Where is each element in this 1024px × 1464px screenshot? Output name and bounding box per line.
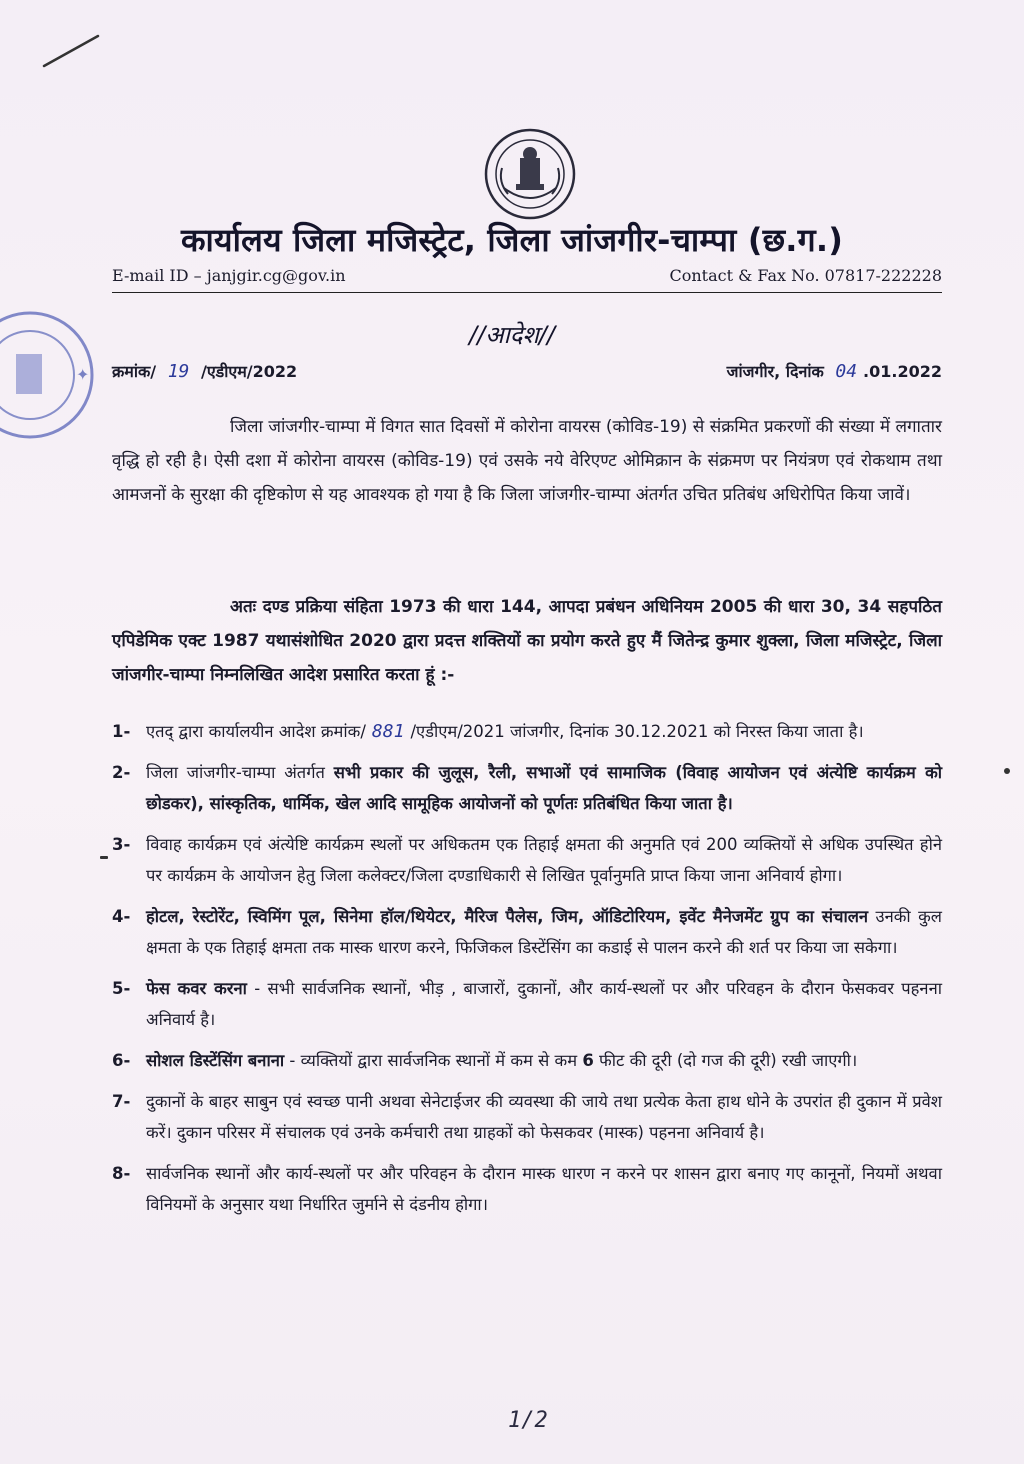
item-text: - व्यक्तियों द्वारा सार्वजनिक स्थानों में कम से कम bbox=[284, 1051, 578, 1070]
scan-speck bbox=[100, 856, 108, 859]
order-item-7 bbox=[112, 1086, 942, 1148]
order-date bbox=[727, 360, 942, 382]
item-text-end: /एडीएम/2021 जांजगीर, दिनांक 30.12.2021 को निरस्त किया जाता है। bbox=[410, 722, 864, 741]
order-number bbox=[112, 360, 297, 382]
email-id: E-mail ID – janjgir.cg@gov.in bbox=[112, 266, 346, 285]
item-text: सार्वजनिक स्थानों और कार्य-स्थलों पर और परिवहन के दौरान मास्क धारण न करने पर शासन द्वारा बनाए गए कानूनों, नियमों अथवा विनियमों के अनुसार यथा निर्धारित जुर्माने से दंडनीय होगा। bbox=[146, 1164, 942, 1214]
contact-fax: Contact & Fax No. 07817-222228 bbox=[669, 266, 942, 285]
order-number-handwritten: 19 bbox=[167, 361, 190, 382]
order-date-suffix: .01.2022 bbox=[863, 362, 942, 381]
header-divider bbox=[112, 292, 942, 293]
item-bold-lead: सोशल डिस्टेंसिंग बनाना bbox=[146, 1051, 285, 1070]
item-number: 2- bbox=[112, 763, 131, 782]
item-bold-number: 6 bbox=[582, 1051, 594, 1070]
order-item-4 bbox=[112, 901, 942, 963]
item-text: एतद् द्वारा कार्यालयीन आदेश क्रमांक/ bbox=[146, 722, 366, 741]
item-text-end: फीट की दूरी (दो गज की दूरी) रखी जाएगी। bbox=[593, 1051, 858, 1070]
item-text: विवाह कार्यक्रम एवं अंत्येष्टि कार्यक्रम स्थलों पर अधिकतम एक तिहाई क्षमता की अनुमति एवं 200 व्यक्तियों से अधिक उपस्थित होने पर कार्यक्रम के आयोजन हेतु जिला कलेक्टर/जिला दण्डाधिकारी से लिखित पूर्वानुमति प्राप्त किया जाना अनिवार्य होगा। bbox=[146, 835, 942, 885]
intro-paragraph: जिला जांजगीर-चाम्पा में विगत सात दिवसों में कोरोना वायरस (कोविड-19) से संक्रमित प्रकरणों की संख्या में लगातार वृद्धि हो रही है। ऐसी दशा में कोरोना वायरस (कोविड-19) एवं उसके नये वेरिएण्ट ओमिक्रान के संक्रमण पर नियंत्रण एवं रोकथाम तथा आमजनों के सुरक्षा की दृष्टिकोण से यह आवश्यक हो गया है कि जिला जांजगीर-चाम्पा अंतर्गत उचित प्रतिबंध अधिरोपित किया जावें। bbox=[112, 417, 942, 505]
item-handwritten-number: 881 bbox=[371, 721, 405, 742]
item-number: 3- bbox=[112, 835, 131, 854]
item-bold-text: सभी प्रकार की जुलूस, रैली, सभाओं एवं सामाजिक (विवाह आयोजन एवं अंत्येष्टि कार्यक्रम को छोडकर), सांस्कृतिक, धार्मिक, खेल आदि सामूहिक आयोजनों को पूर्णतः प्रतिबंधित किया जाता है। bbox=[146, 763, 943, 813]
order-heading: //आदेश// bbox=[469, 321, 555, 349]
order-item-5 bbox=[112, 973, 942, 1035]
item-number: 1- bbox=[112, 722, 131, 741]
order-item-2 bbox=[112, 757, 942, 819]
pen-stroke-mark bbox=[40, 30, 104, 70]
order-number-suffix: /एडीएम/2022 bbox=[200, 362, 298, 381]
order-item-3 bbox=[112, 829, 942, 891]
item-text: - सभी सार्वजनिक स्थानों, भीड़ , बाजारों, दुकानों, और कार्य-स्थलों पर और परिवहन के दौरान फेसकवर पहनना अनिवार्य है। bbox=[146, 979, 942, 1029]
order-item-6 bbox=[112, 1045, 942, 1076]
state-emblem-seal bbox=[484, 128, 576, 220]
order-date-day-handwritten: 04 bbox=[835, 361, 858, 382]
office-title: कार्यालय जिला मजिस्ट्रेट, जिला जांजगीर-चाम्पा (छ.ग.) bbox=[180, 221, 844, 259]
authority-paragraph: अतः दण्ड प्रक्रिया संहिता 1973 की धारा 144, आपदा प्रबंधन अधिनियम 2005 की धारा 30, 34 सहपठित एपिडेमिक एक्ट 1987 यथासंशोधित 2020 द्वारा प्रदत्त शक्तियों का प्रयोग करते हुए मैं जितेन्द्र कुमार शुक्ला, जिला मजिस्ट्रेट, जिला जांजगीर-चाम्पा निम्नलिखित आदेश प्रसारित करता हूं :- bbox=[112, 597, 942, 685]
order-item-1 bbox=[112, 716, 942, 747]
page-number: 1/2 bbox=[508, 1408, 548, 1433]
item-number: 6- bbox=[112, 1051, 131, 1070]
item-text: उनकी कुल क्षमता के एक तिहाई क्षमता तक मास्क धारण करने, फिजिकल डिस्टेंसिंग का कडाई से पालन करने की शर्त पर किया जा सकेगा। bbox=[146, 907, 942, 957]
item-bold-lead: फेस कवर करना bbox=[146, 979, 247, 998]
order-number-prefix: क्रमांक/ bbox=[112, 362, 157, 381]
item-number: 7- bbox=[112, 1092, 131, 1111]
item-number: 4- bbox=[112, 907, 131, 926]
item-text: जिला जांजगीर-चाम्पा अंतर्गत bbox=[146, 763, 325, 782]
order-items-list bbox=[112, 716, 942, 1230]
order-item-8 bbox=[112, 1158, 942, 1220]
item-number: 8- bbox=[112, 1164, 131, 1183]
order-date-prefix: जांजगीर, दिनांक bbox=[726, 362, 824, 381]
scan-speck bbox=[1004, 768, 1010, 774]
item-number: 5- bbox=[112, 979, 131, 998]
item-text: दुकानों के बाहर साबुन एवं स्वच्छ पानी अथवा सेनेटाईजर की व्यवस्था की जाये तथा प्रत्येक केता हाथ धोने के उपरांत ही दुकान में प्रवेश करें। दुकान परिसर में संचालक एवं उनके कर्मचारी तथा ग्राहकों को फेसकवर (मास्क) पहनना अनिवार्य है। bbox=[146, 1092, 942, 1142]
svg-text:✦: ✦ bbox=[76, 365, 90, 384]
item-bold-lead: होटल, रेस्टोरेंट, स्विमिंग पूल, सिनेमा हॉल/थियेटर, मैरिज पैलेस, जिम, ऑडिटोरियम, इवेंट मैनेजमेंट ग्रुप का संचालन bbox=[146, 907, 869, 926]
